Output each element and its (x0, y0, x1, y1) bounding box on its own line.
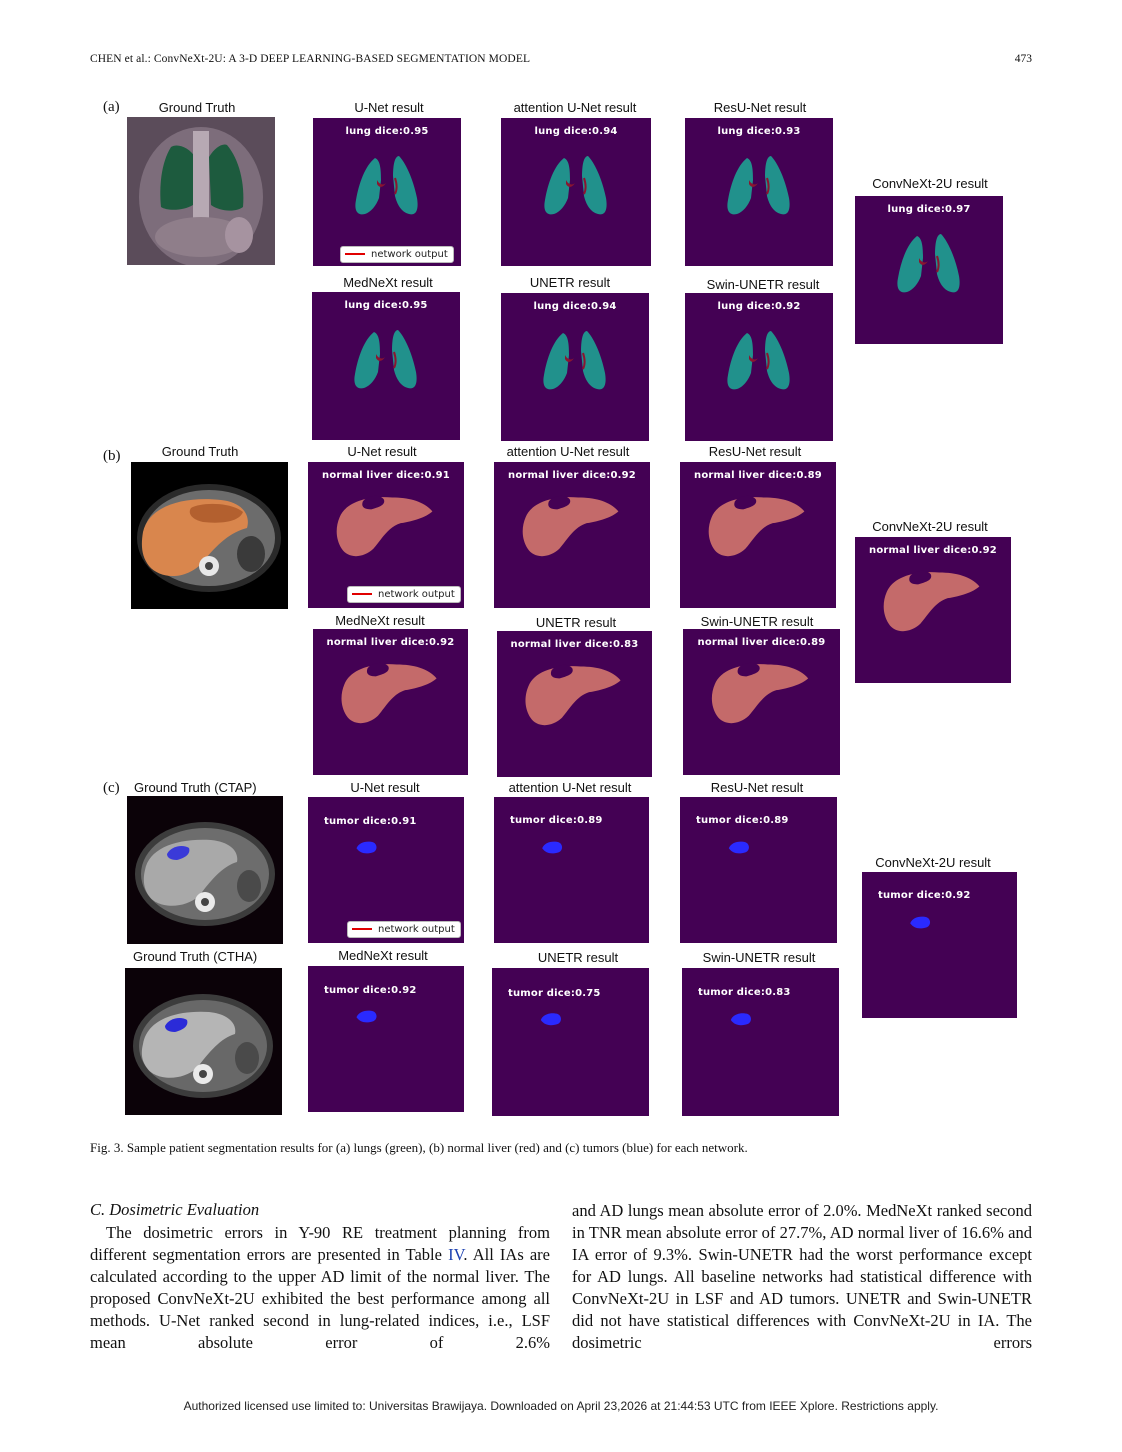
paragraph-text: The dosimetric errors in Y-90 RE treatment planning from different segmentation errors are presented in Table (90, 1223, 550, 1264)
dice-score: tumor dice:0.89 (510, 815, 603, 826)
segmentation-tile (308, 462, 464, 608)
result-title: Swin-UNETR result (706, 277, 820, 292)
dice-score: normal liver dice:0.89 (694, 470, 822, 481)
segmentation-tile (312, 292, 460, 440)
table-reference-link[interactable]: IV (448, 1245, 464, 1264)
dice-score: lung dice:0.94 (533, 301, 617, 312)
result-title: ResU-Net result (713, 100, 807, 115)
dice-score: lung dice:0.95 (344, 300, 428, 311)
legend-label: network output (371, 249, 448, 260)
panel-label-a: (a) (103, 99, 120, 115)
dice-score: normal liver dice:0.83 (510, 639, 639, 650)
segmentation-tile (313, 118, 461, 266)
ground-truth-title: Ground Truth (161, 444, 239, 459)
segmentation-tile (494, 462, 650, 608)
paragraph-text: . All IAs are calculated according to the upper AD limit of the normal liver. The proposed ConvNeXt-2U exhibited the best performance among all methods. U-Net ranked second in lung-related indices, i.e., LSF mean absolute error of 2.6% (90, 1245, 550, 1352)
segmentation-tile (497, 631, 652, 777)
result-title: UNETR result (535, 615, 617, 630)
result-title: U-Net result (354, 100, 424, 115)
panel-label-c: (c) (103, 780, 120, 796)
segmentation-tile (680, 462, 836, 608)
segmentation-tile (685, 118, 833, 266)
ground-truth-lung-image (127, 117, 275, 265)
segmentation-tile (308, 797, 464, 943)
segmentation-tile (313, 629, 468, 775)
panel-label-b: (b) (103, 448, 121, 464)
dice-score: lung dice:0.97 (887, 204, 971, 215)
paragraph: and AD lungs mean absolute error of 2.0%. MedNeXt ranked second in TNR mean absolute error of 27.7%, AD normal liver of 16.6% and IA error of 9.3%. Swin-UNETR had the worst performance except for AD lungs. All baseline networks had statistical difference with ConvNeXt-2U in LSF and AD tumors. UNETR and Swin-UNETR did not have statistical differences with ConvNeXt-2U in IA. The dosimetric errors (572, 1201, 1032, 1352)
result-title: attention U-Net result (508, 780, 632, 795)
ground-truth-ctha-image (125, 968, 282, 1115)
page-number: 473 (1014, 53, 1032, 65)
result-title: UNETR result (529, 275, 611, 290)
segmentation-tile (501, 118, 651, 266)
dice-score: tumor dice:0.92 (324, 985, 417, 996)
dice-score: normal liver dice:0.92 (869, 545, 997, 556)
dice-score: normal liver dice:0.89 (697, 637, 826, 648)
dice-score: lung dice:0.95 (345, 126, 429, 137)
segmentation-tile (683, 629, 840, 775)
dice-score: tumor dice:0.75 (508, 988, 601, 999)
segmentation-tile (492, 968, 649, 1116)
result-title: Swin-UNETR result (702, 950, 816, 965)
result-title: attention U-Net result (513, 100, 637, 115)
segmentation-tile (494, 797, 649, 943)
result-title: MedNeXt result (335, 613, 425, 628)
result-title: ResU-Net result (708, 444, 802, 459)
result-title: ResU-Net result (710, 780, 804, 795)
network-output-legend (347, 921, 461, 938)
result-title: ConvNeXt-2U result (875, 855, 991, 870)
license-footer: Authorized licensed use limited to: Universitas Brawijaya. Downloaded on April 23,2026 at 21:44:53 UTC from IEEE Xplore. Restrictions apply. (183, 1399, 939, 1413)
text-column-right (572, 1200, 1032, 1354)
dice-score: normal liver dice:0.91 (322, 470, 450, 481)
result-title: U-Net result (350, 780, 420, 795)
result-title: attention U-Net result (506, 444, 630, 459)
dice-score: normal liver dice:0.92 (508, 470, 636, 481)
segmentation-tile (862, 872, 1017, 1018)
result-title: U-Net result (347, 444, 417, 459)
figure-caption: Fig. 3. Sample patient segmentation results for (a) lungs (green), (b) normal liver (red) and (c) tumors (blue) for each network. (90, 1140, 748, 1155)
dice-score: lung dice:0.92 (717, 301, 801, 312)
result-title: UNETR result (537, 950, 619, 965)
dice-score: tumor dice:0.89 (696, 815, 789, 826)
legend-label: network output (378, 924, 455, 935)
dice-score: tumor dice:0.83 (698, 987, 791, 998)
segmentation-tile (680, 797, 837, 943)
ground-truth-title: Ground Truth (158, 100, 236, 115)
dice-score: tumor dice:0.92 (878, 890, 971, 901)
dice-score: tumor dice:0.91 (324, 816, 417, 827)
paragraph (90, 1222, 550, 1354)
running-head: CHEN et al.: ConvNeXt-2U: A 3-D DEEP LEARNING-BASED SEGMENTATION MODEL (90, 53, 531, 65)
network-output-legend (340, 246, 454, 263)
ground-truth-ctha-title: Ground Truth (CTHA) (133, 949, 258, 964)
segmentation-tile (685, 293, 833, 441)
text-column-left (90, 1222, 550, 1354)
dice-score: lung dice:0.94 (534, 126, 618, 137)
result-title: MedNeXt result (343, 275, 433, 290)
ground-truth-liver-image (131, 462, 288, 609)
legend-label: network output (378, 589, 455, 600)
segmentation-tile (682, 968, 839, 1116)
dice-score: normal liver dice:0.92 (326, 637, 455, 648)
result-title: MedNeXt result (338, 948, 428, 963)
dice-score: lung dice:0.93 (717, 126, 801, 137)
segmentation-tile (855, 537, 1011, 683)
ground-truth-ctap-image (127, 796, 283, 944)
segmentation-tile (501, 293, 649, 441)
segmentation-tile (855, 196, 1003, 344)
ground-truth-ctap-title: Ground Truth (CTAP) (134, 780, 257, 795)
network-output-legend (347, 586, 461, 603)
result-title: Swin-UNETR result (700, 614, 814, 629)
result-title: ConvNeXt-2U result (872, 176, 988, 191)
segmentation-tile (308, 966, 464, 1112)
section-heading: C. Dosimetric Evaluation (90, 1200, 260, 1219)
result-title: ConvNeXt-2U result (872, 519, 988, 534)
